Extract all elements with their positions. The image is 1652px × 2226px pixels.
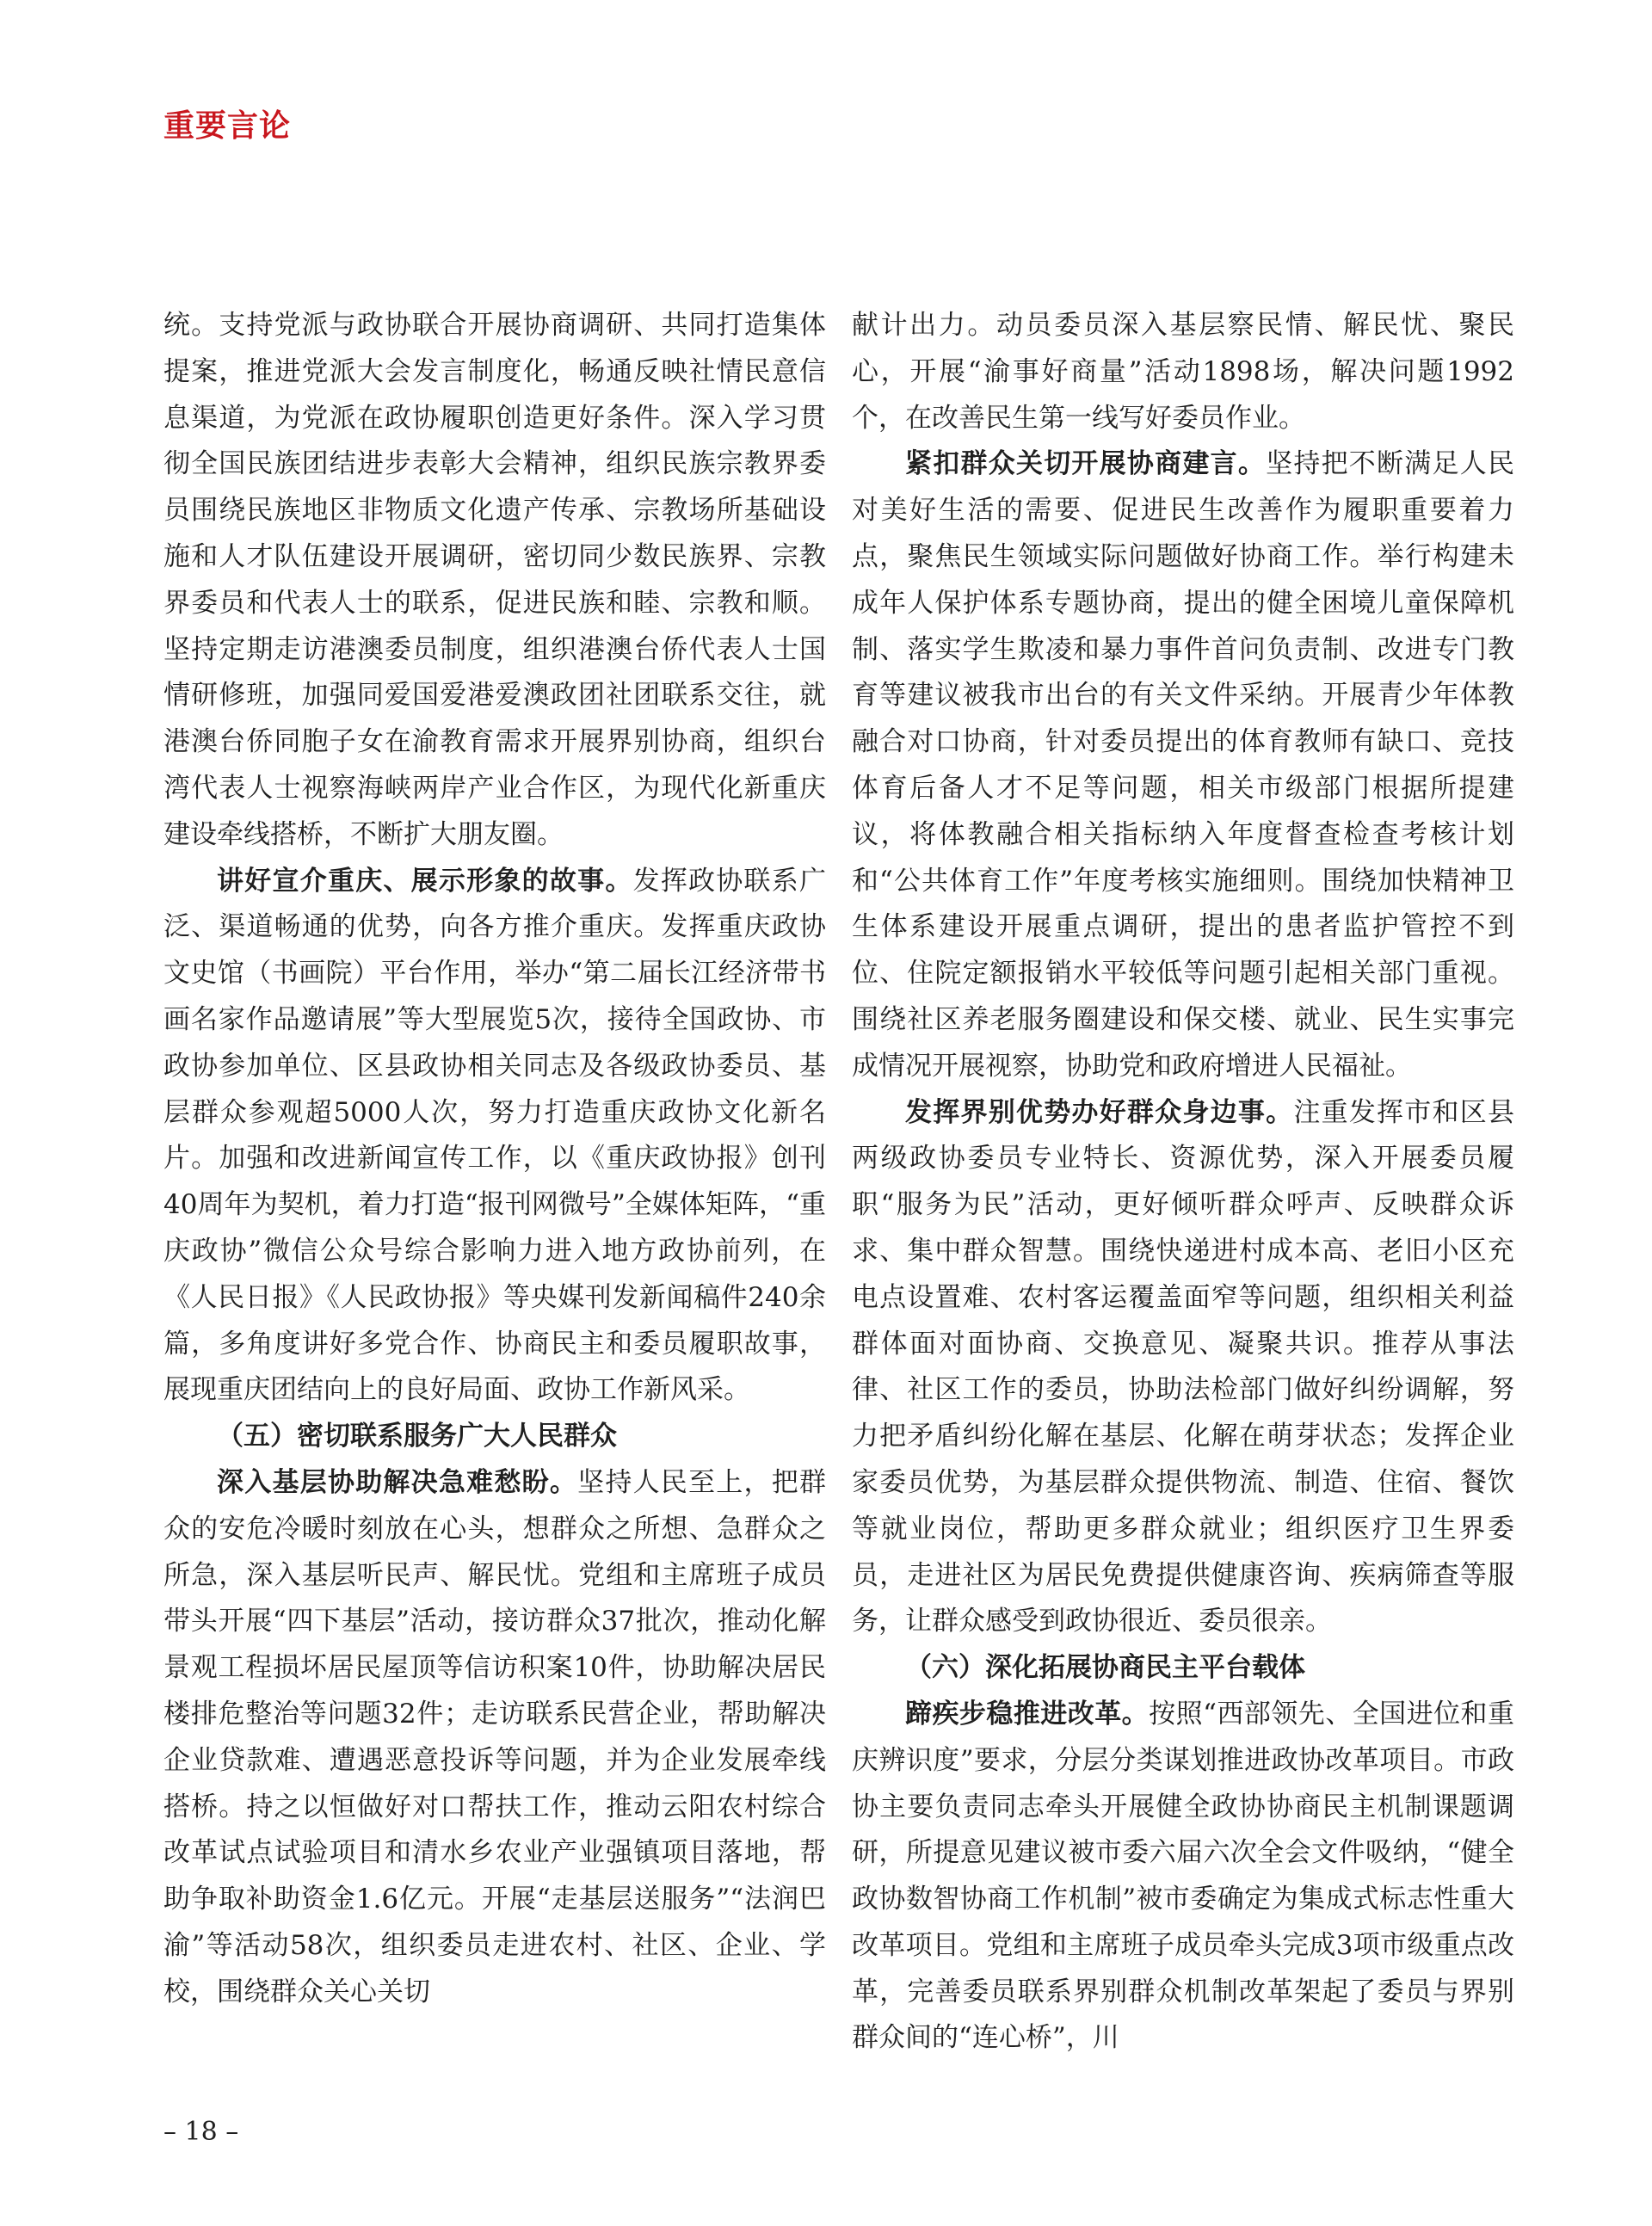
run-in-heading: 蹄疾步稳推进改革。 <box>905 1698 1150 1730</box>
run-in-heading: 讲好宣介重庆、展示形象的故事。 <box>217 865 633 897</box>
run-in-heading: 发挥界别优势办好群众身边事。 <box>905 1096 1294 1128</box>
section-heading: （六）深化拓展协商民主平台载体 <box>905 1652 1305 1684</box>
paragraph-body: 坚持人民至上，把群众的安危冷暖时刻放在心头，想群众之所想、急群众之所急，深入基层听民声、解民忧。党组和主席班子成员带头开展“四下基层”活动，接访群众37批次，推动化解景观工程损坏居民屋顶等信访积案10件，协助解决居民楼排危整治等问题32件；走访联系民营企业，帮助解决企业贷款难、遭遇恶意投诉等问题，并为企业发展牵线搭桥。持之以恒做好对口帮扶工作，推动云阳农村综合改革试点试验项目和清水乡农业产业强镇项目落地，帮助争取补助资金1.6亿元。开展“走基层送服务”“法润巴渝”等活动58次，组织委员走进农村、社区、企业、学校，围绕群众关心关切 <box>163 1466 826 2007</box>
paragraph <box>852 1692 1514 2062</box>
paragraph-body: 注重发挥市和区县两级政协委员专业特长、资源优势，深入开展委员履职“服务为民”活动，更好倾听群众呼声、反映群众诉求、集中群众智慧。围绕快递进村成本高、老旧小区充电点设置难、农村客运覆盖面窄等问题，组织相关利益群体面对面协商、交换意见、凝聚共识。推荐从事法律、社区工作的委员，协助法检部门做好纠纷调解，努力把矛盾纠纷化解在基层、化解在萌芽状态；发挥企业家委员优势，为基层群众提供物流、制造、住宿、餐饮等就业岗位，帮助更多群众就业；组织医疗卫生界委员，走进社区为居民免费提供健康咨询、疾病筛查等服务，让群众感受到政协很近、委员很亲。 <box>852 1096 1515 1637</box>
section-heading: （五）密切联系服务广大人民群众 <box>217 1421 617 1452</box>
page-number: – 18 – <box>163 2117 239 2147</box>
paragraph <box>163 859 826 1415</box>
paragraph <box>852 1090 1514 1646</box>
right-column <box>852 303 1514 2062</box>
paragraph: 献计出力。动员委员深入基层察民情、解民忧、聚民心，开展“渝事好商量”活动1898场，解决问题1992个，在改善民生第一线写好委员作业。 <box>852 310 1514 434</box>
section-label: 重要言论 <box>163 108 292 144</box>
paragraph-body: 发挥政协联系广泛、渠道畅通的优势，向各方推介重庆。发挥重庆政协文史馆（书画院）平台作用，举办“第二届长江经济带书画名家作品邀请展”等大型展览5次，接待全国政协、市政协参加单位、区县政协相关同志及各级政协委员、基层群众参观超5000人次，努力打造重庆政协文化新名片。加强和改进新闻宣传工作，以《重庆政协报》创刊40周年为契机，着力打造“报刊网微号”全媒体矩阵，“重庆政协”微信公众号综合影响力进入地方政协前列，在《人民日报》《人民政协报》等央媒刊发新闻稿件240余篇，多角度讲好多党合作、协商民主和委员履职故事，展现重庆团结向上的良好局面、政协工作新风采。 <box>163 865 827 1406</box>
paragraph <box>163 1460 826 2016</box>
run-in-heading: 深入基层协助解决急难愁盼。 <box>217 1466 578 1498</box>
left-column <box>163 303 826 2015</box>
run-in-heading: 紧扣群众关切开展协商建言。 <box>905 448 1267 480</box>
paragraph <box>852 441 1514 1089</box>
paragraph-body: 按照“西部领先、全国进位和重庆辨识度”要求，分层分类谋划推进政协改革项目。市政协主要负责同志牵头开展健全政协协商民主机制课题调研，所提意见建议被市委六届六次全会文件吸纳，“健全政协数智协商工作机制”被市委确定为集成式标志性重大改革项目。党组和主席班子成员牵头完成3项市级重点改革，完善委员联系界别群众机制改革架起了委员与界别群众间的“连心桥”，川 <box>852 1698 1514 2054</box>
paragraph-body: 坚持把不断满足人民对美好生活的需要、促进民生改善作为履职重要着力点，聚焦民生领域实际问题做好协商工作。举行构建未成年人保护体系专题协商，提出的健全困境儿童保障机制、落实学生欺凌和暴力事件首问负责制、改进专门教育等建议被我市出台的有关文件采纳。开展青少年体教融合对口协商，针对委员提出的体育教师有缺口、竞技体育后备人才不足等问题，相关市级部门根据所提建议，将体教融合相关指标纳入年度督查检查考核计划和“公共体育工作”年度考核实施细则。围绕加快精神卫生体系建设开展重点调研，提出的患者监护管控不到位、住院定额报销水平较低等问题引起相关部门重视。围绕社区养老服务圈建设和保交楼、就业、民生实事完成情况开展视察，协助党和政府增进人民福祉。 <box>852 448 1514 1082</box>
paragraph: 统。支持党派与政协联合开展协商调研、共同打造集体提案，推进党派大会发言制度化，畅通反映社情民意信息渠道，为党派在政协履职创造更好条件。深入学习贯彻全国民族团结进步表彰大会精神，组织民族宗教界委员围绕民族地区非物质文化遗产传承、宗教场所基础设施和人才队伍建设开展调研，密切同少数民族界、宗教界委员和代表人士的联系，促进民族和睦、宗教和顺。坚持定期走访港澳委员制度，组织港澳台侨代表人士国情研修班，加强同爱国爱港爱澳政团社团联系交往，就港澳台侨同胞子女在渝教育需求开展界别协商，组织台湾代表人士视察海峡两岸产业合作区，为现代化新重庆建设牵线搭桥，不断扩大朋友圈。 <box>163 310 826 850</box>
